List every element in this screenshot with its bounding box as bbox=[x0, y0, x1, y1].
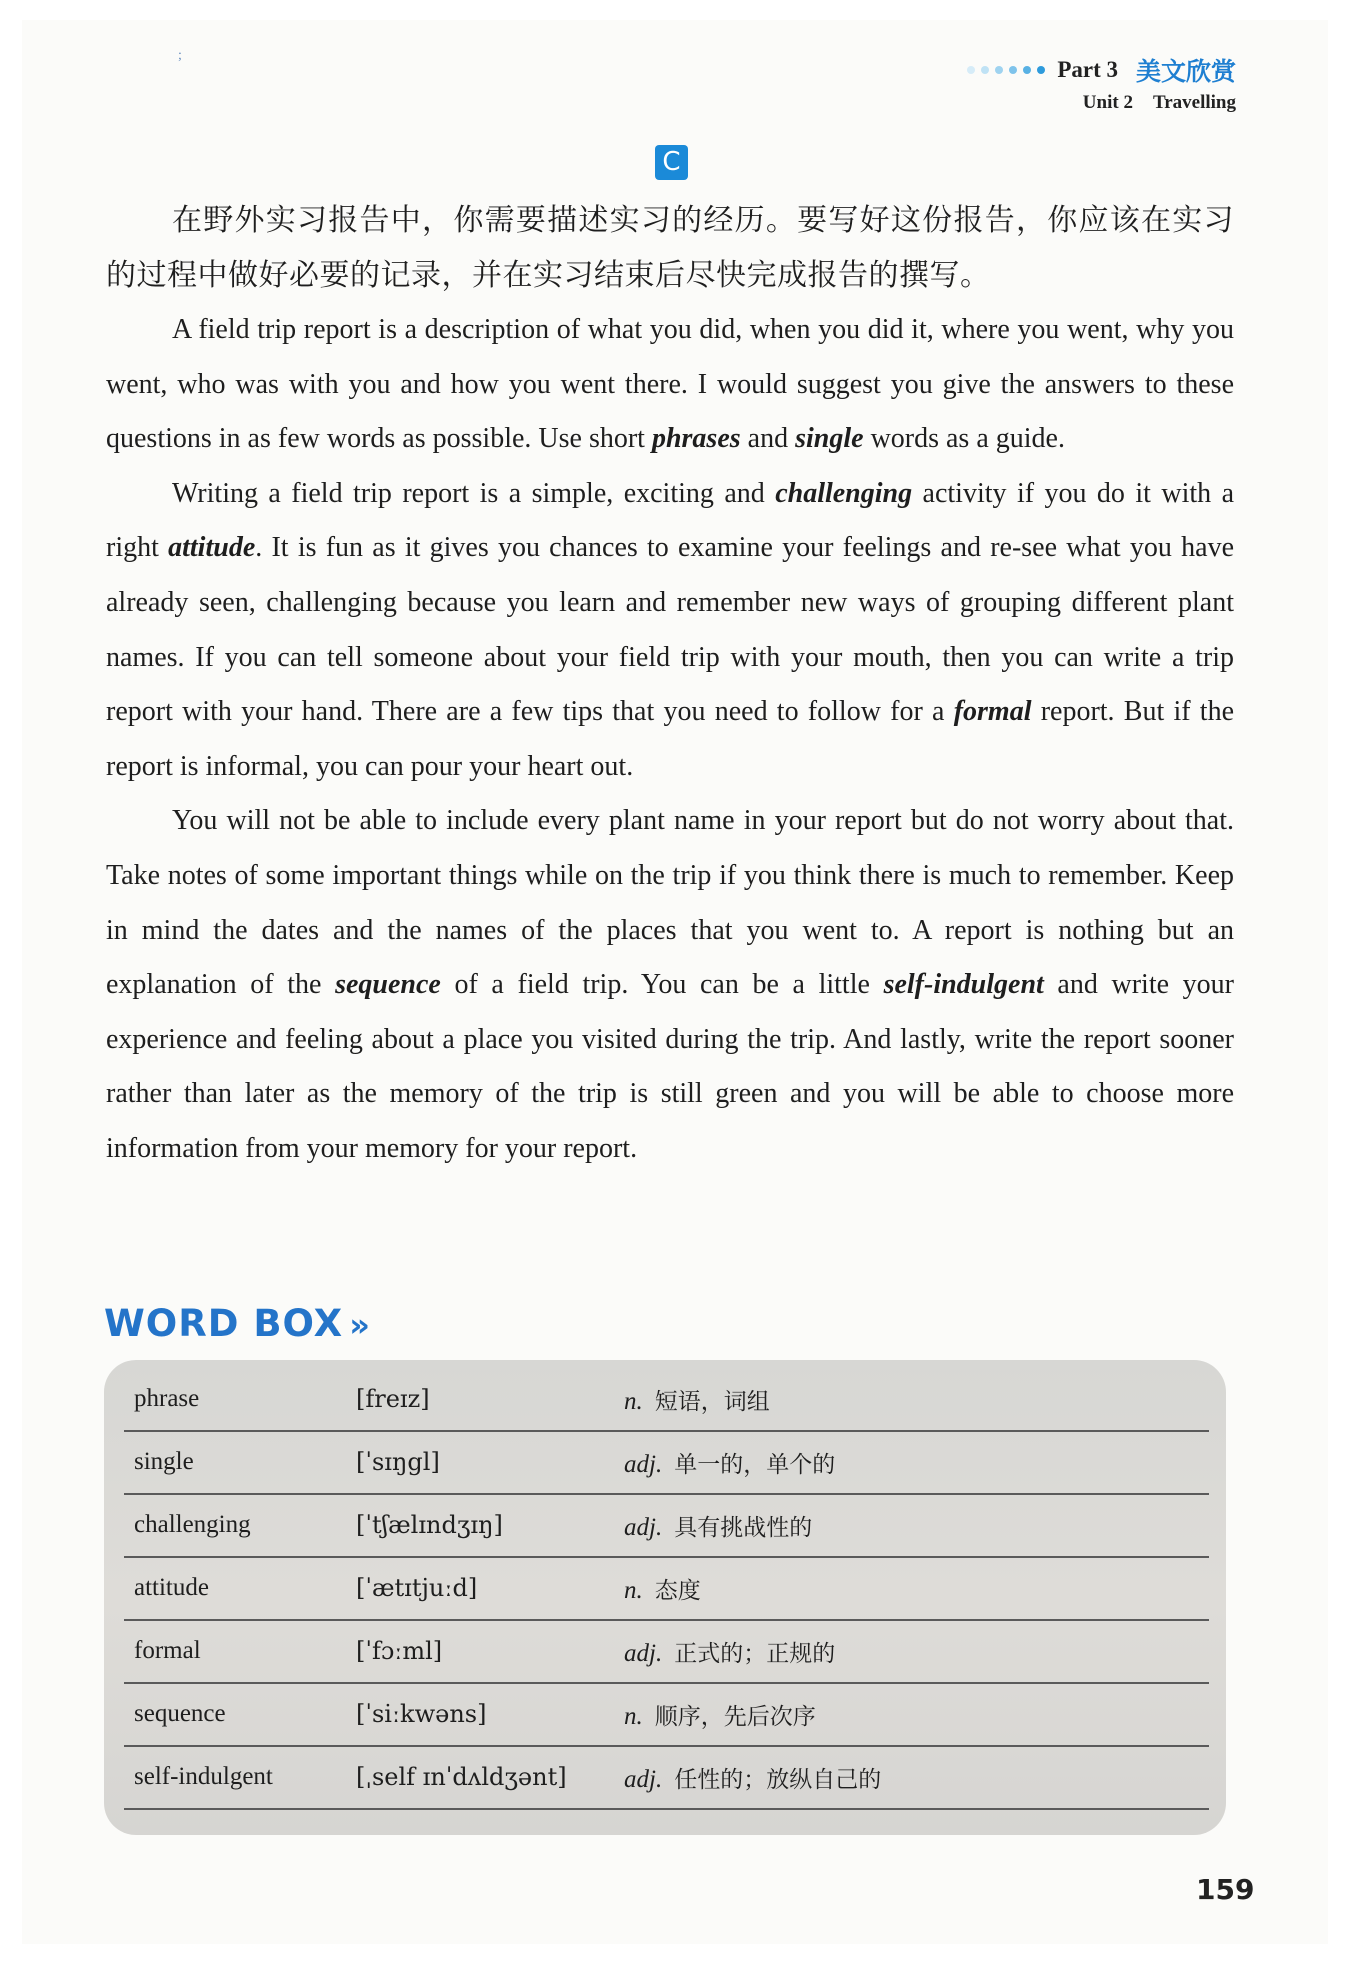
section-badge: C bbox=[655, 145, 688, 180]
entry-meaning: 短语，词组 bbox=[654, 1388, 770, 1415]
entry-definition bbox=[624, 1761, 881, 1794]
entry-meaning: 单一的，单个的 bbox=[674, 1451, 836, 1478]
double-chevron-right-icon: » bbox=[349, 1306, 371, 1344]
paragraph-text: words as a guide. bbox=[863, 423, 1065, 455]
keyword-challenging: challenging bbox=[775, 477, 913, 509]
dot-icon bbox=[981, 66, 989, 74]
word-box-title bbox=[104, 1302, 371, 1345]
unit-line bbox=[967, 92, 1236, 114]
entry-pos: adj. bbox=[624, 1450, 663, 1478]
entry-pos: n. bbox=[624, 1702, 643, 1730]
paragraph-text: and bbox=[740, 423, 796, 455]
page-number: 159 bbox=[1196, 1873, 1255, 1906]
keyword-phrases: phrases bbox=[651, 423, 741, 455]
paragraph-text: . It is fun as it gives you chances to examine your feelings and re-see what you have already seen, challenging because you learn and remember new ways of grouping different plant names. If you can tell someone about your field trip with your mouth, then you can write a trip report with your hand. There are a few tips that you need to follow for a bbox=[106, 532, 1234, 728]
dot-icon bbox=[967, 66, 975, 74]
part-label: Part 3 bbox=[1057, 57, 1118, 82]
entry-word: phrase bbox=[134, 1385, 200, 1412]
paragraph-text: and write your experience and feeling about a place you visited during the trip. And lastly, write the report sooner rather than later as the memory of the trip is still green and you will be able to choose more information from your memory for your report. bbox=[106, 969, 1234, 1164]
entry-meaning: 顺序，先后次序 bbox=[654, 1703, 816, 1730]
keyword-attitude: attitude bbox=[168, 532, 256, 564]
dot-icon bbox=[1023, 66, 1031, 74]
entry-meaning: 态度 bbox=[654, 1577, 701, 1604]
paragraph-2 bbox=[106, 467, 1234, 795]
entry-word: formal bbox=[134, 1637, 201, 1664]
entry-phonetic: [ˈsiːkwəns] bbox=[356, 1700, 487, 1728]
word-box-label: WORD BOX bbox=[104, 1302, 344, 1345]
keyword-formal: formal bbox=[953, 696, 1032, 728]
entry-phonetic: [freɪz] bbox=[356, 1385, 430, 1413]
paragraph-text: activity if you do it with a right bbox=[106, 477, 1234, 564]
word-entry bbox=[124, 1557, 1209, 1621]
intro-chinese: 在野外实习报告中，你需要描述实习的经历。要写好这份报告，你应该在实习的过程中做好必要的记录，并在实习结束后尽快完成报告的撰写。 bbox=[106, 203, 1234, 293]
entry-phonetic: [ˌself ɪnˈdʌldʒənt] bbox=[356, 1763, 567, 1791]
paragraph-3 bbox=[106, 794, 1234, 1176]
entry-meaning: 具有挑战性的 bbox=[674, 1514, 813, 1541]
unit-label: Unit 2 bbox=[1082, 92, 1133, 113]
keyword-self-indulgent: self-indulgent bbox=[883, 969, 1044, 1001]
word-entry bbox=[124, 1620, 1209, 1684]
entry-meaning: 任性的；放纵自己的 bbox=[674, 1766, 882, 1793]
entry-word: single bbox=[134, 1448, 194, 1475]
entry-phonetic: [ˈætɪtjuːd] bbox=[356, 1574, 478, 1602]
entry-definition bbox=[624, 1572, 701, 1605]
word-entry bbox=[124, 1494, 1209, 1558]
entry-definition bbox=[624, 1635, 835, 1668]
keyword-single: single bbox=[795, 423, 864, 455]
entry-pos: adj. bbox=[624, 1513, 663, 1541]
part-title: 美文欣赏 bbox=[1135, 57, 1236, 86]
running-head-top bbox=[967, 52, 1236, 88]
entry-pos: adj. bbox=[624, 1639, 663, 1667]
entry-phonetic: [ˈsɪŋgl] bbox=[356, 1448, 440, 1476]
decorative-dots bbox=[967, 66, 1045, 74]
entry-definition bbox=[624, 1509, 812, 1542]
keyword-sequence: sequence bbox=[335, 969, 441, 1001]
paragraph-text: A field trip report is a description of what you did, when you did it, where you went, why you went, who was with you and how you went there. I would suggest you give the answers to these questions in as few words as possible. Use short bbox=[106, 314, 1234, 455]
dot-icon bbox=[1037, 66, 1045, 74]
unit-title: Travelling bbox=[1152, 92, 1236, 113]
entry-word: self-indulgent bbox=[134, 1763, 273, 1790]
dot-icon bbox=[1009, 66, 1017, 74]
entry-word: sequence bbox=[134, 1700, 226, 1727]
word-box-table bbox=[104, 1360, 1226, 1835]
paragraph-text: of a field trip. You can be a little bbox=[440, 969, 884, 1001]
entry-word: challenging bbox=[134, 1511, 251, 1538]
word-entry bbox=[124, 1683, 1209, 1747]
entry-phonetic: [ˈfɔːml] bbox=[356, 1637, 443, 1665]
dot-icon bbox=[995, 66, 1003, 74]
paragraph-text: You will not be able to include every plant name in your report but do not worry about that. Take notes of some important things while on the trip if you think there is much to remember. Keep in mind the dates and the names of the places that you went to. A report is nothing but an explanation of the bbox=[106, 805, 1234, 1001]
entry-meaning: 正式的；正规的 bbox=[674, 1640, 836, 1667]
paragraph-1 bbox=[106, 303, 1234, 467]
entry-pos: adj. bbox=[624, 1765, 663, 1793]
corner-mark: ; bbox=[178, 48, 182, 63]
paragraph-text: report. But if the report is informal, you can pour your heart out. bbox=[106, 696, 1235, 782]
paragraph-text: Writing a field trip report is a simple, exciting and bbox=[172, 477, 776, 509]
article-body bbox=[106, 193, 1234, 1177]
entry-word: attitude bbox=[134, 1574, 209, 1601]
entry-pos: n. bbox=[624, 1387, 643, 1415]
word-entry bbox=[124, 1746, 1209, 1810]
entry-pos: n. bbox=[624, 1576, 643, 1604]
entry-definition bbox=[624, 1383, 770, 1416]
entry-definition bbox=[624, 1446, 835, 1479]
entry-definition bbox=[624, 1698, 816, 1731]
word-entry bbox=[124, 1431, 1209, 1495]
entry-phonetic: [ˈtʃælɪndʒɪŋ] bbox=[356, 1511, 503, 1539]
word-entry bbox=[124, 1368, 1209, 1432]
running-head bbox=[967, 52, 1236, 114]
